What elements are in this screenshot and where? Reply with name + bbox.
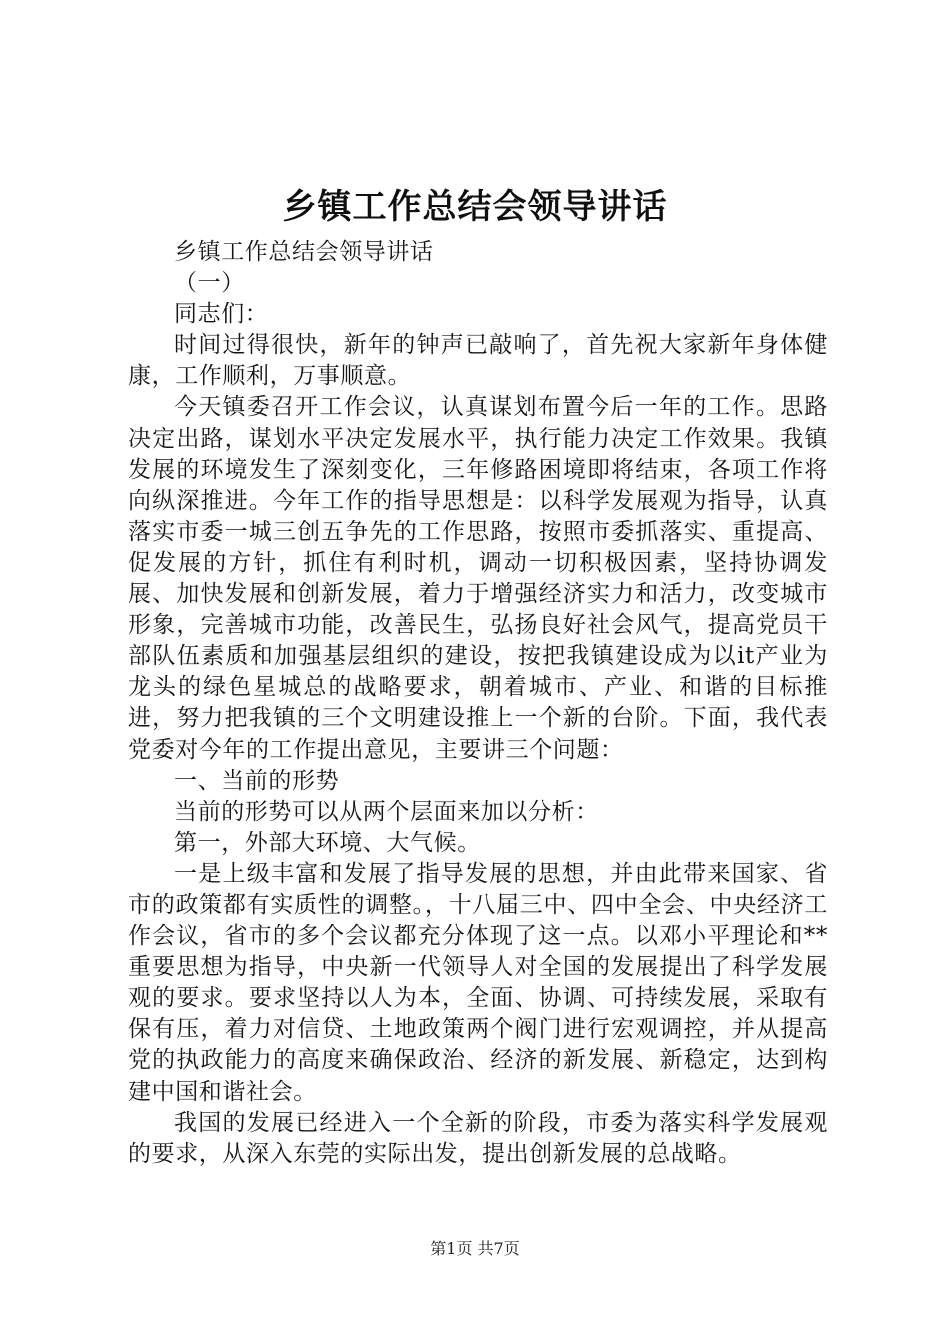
paragraph-section-number: （一） [174, 270, 245, 297]
paragraph-external-environment: 第一，外部大环境、大气候。 [174, 829, 481, 856]
paragraph-heading-situation: 一、当前的形势 [174, 767, 340, 794]
paragraph-guiding-ideas: 今天镇委召开工作会议，认真谋划布置今后一年的工作。思路决定出路，谋划水平决定发展水平，执行能力决定工作效果。我镇发展的环境发生了深刻变化，三年修路困境即将结束，各项工作将向纵深推进。今年工作的指导思想是：以科学发展观为指导，认真落实市委一城三创五争先的工作思路，按照市委抓落实、重提高、促发展的方针，抓住有利时机，调动一切积极因素，坚持协调发展、加快发展和创新发展，着力于增强经济实力和活力，改变城市形象，完善城市功能，改善民生，弘扬良好社会风气，提高党员干部队伍素质和加强基层组织的建设，按把我镇建设成为以it产业为龙头的绿色星城总的战略要求，朝着城市、产业、和谐的目标推进，努力把我镇的三个文明建设推上一个新的台阶。下面，我代表党委对今年的工作提出意见，主要讲三个问题： [128, 394, 828, 763]
document-body [128, 237, 828, 1170]
paragraph-subtitle: 乡镇工作总结会领导讲话 [174, 239, 434, 265]
document-title: 乡镇工作总结会领导讲话 [282, 187, 668, 227]
paragraph-analysis-intro: 当前的形势可以从两个层面来加以分析： [174, 798, 599, 825]
paragraph-salutation: 同志们： [174, 301, 269, 328]
paragraph-greeting: 时间过得很快，新年的钟声已敲响了，首先祝大家新年身体健康，工作顺利，万事顺意。 [128, 332, 828, 390]
paragraph-new-stage: 我国的发展已经进入一个全新的阶段，市委为落实科学发展观的要求，从深入东莞的实际出发，提出创新发展的总战略。 [128, 1109, 828, 1167]
page-footer: 第1页 共7页 [430, 1239, 520, 1258]
paragraph-policy-adjustment: 一是上级丰富和发展了指导发展的思想，并由此带来国家、省市的政策都有实质性的调整。，十八届三中、四中全会、中央经济工作会议，省市的多个会议都充分体现了这一点。以邓小平理论和**重要思想为指导，中央新一代领导人对全国的发展提出了科学发展观的要求。要求坚持以人为本，全面、协调、可持续发展，采取有保有压，着力对信贷、土地政策两个阀门进行宏观调控，并从提高党的执政能力的高度来确保政治、经济的新发展、新稳定，达到构建中国和谐社会。 [128, 860, 828, 1105]
